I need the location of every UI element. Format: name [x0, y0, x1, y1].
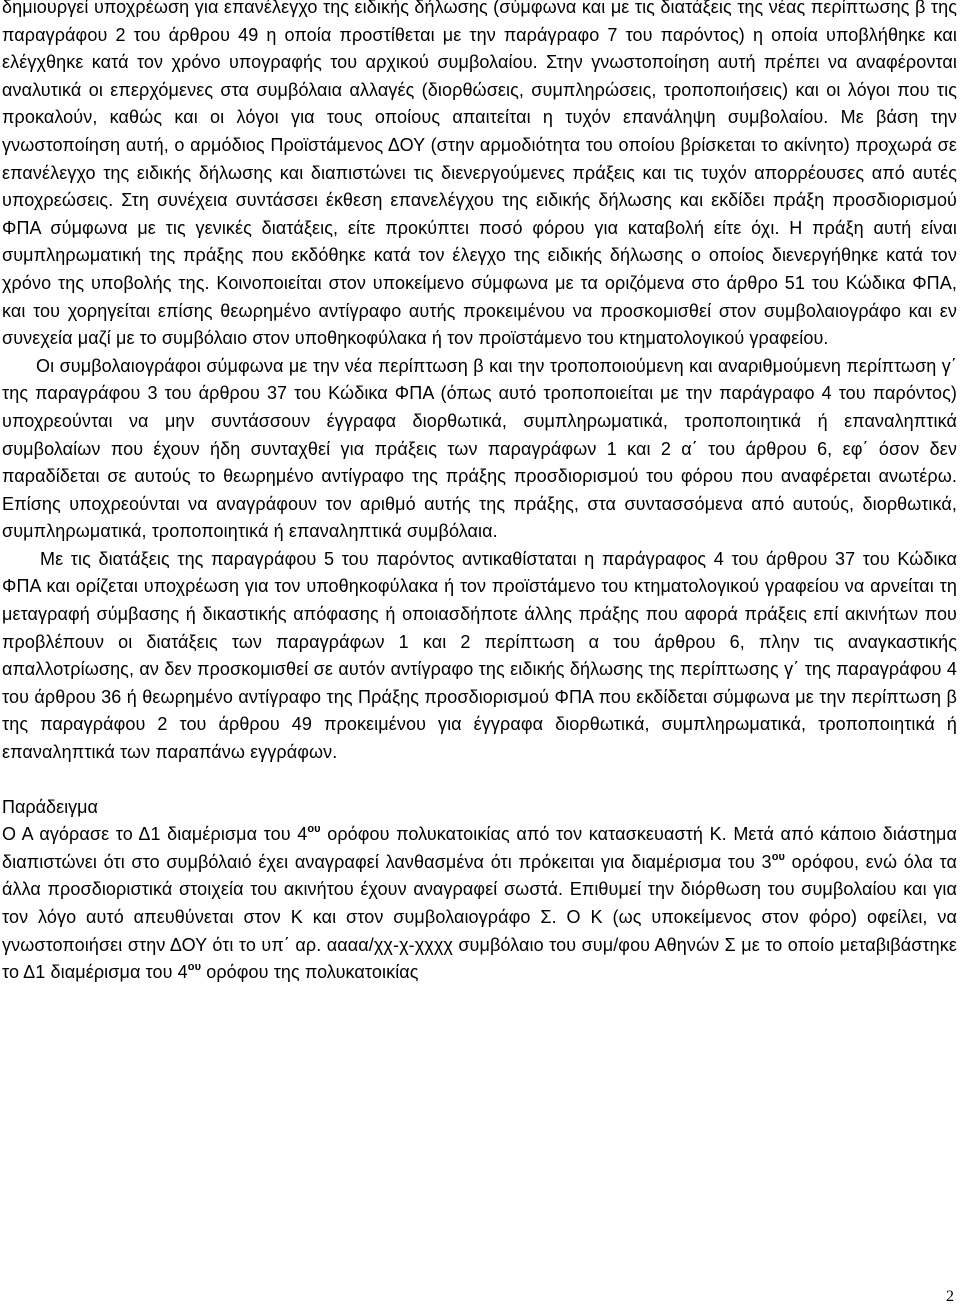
example-text-1: Ο Α αγόρασε το Δ1 διαμέρισμα του 4 [2, 824, 308, 845]
paragraph-notification: δημιουργεί υποχρέωση για επανέλεγχο της ειδικής δήλωσης (σύμφωνα και με τις διατάξεις της νέας περίπτωσης β της παραγράφου 2 του άρθρου 49 η οποία προστίθεται με την παράγραφο 7 του παρόντος) η οποία υποβλήθηκε και ελέγχθηκε κατά τον χρόνο υπογραφής του αρχικού συμβολαίου. Στην γνωστοποίηση αυτή πρέπει να αναφέρονται αναλυτικά οι επερχόμενες στα συμβόλαια αλλαγές (διορθώσεις, συμπληρώσεις, τροποποιήσεις) και οι λόγοι που τις προκαλούν, καθώς και οι λόγοι για τους οποίους απαιτείται η τυχόν επανάληψη συμβολαίου. Με βάση την γνωστοποίηση αυτή, ο αρμόδιος Προϊστάμενος ΔΟΥ (στην αρμοδιότητα του οποίου βρίσκεται το ακίνητο) προχωρά σε επανέλεγχο της ειδικής δήλωσης και διαπιστώνει τις διενεργούμενες πράξεις και τις τυχόν απορρέουσες από αυτές υποχρεώσεις. Στη συνέχεια συντάσσει έκθεση επανελέγχου της ειδικής δήλωσης και εκδίδει πράξη προσδιορισμού ΦΠΑ σύμφωνα με τις γενικές διατάξεις, είτε προκύπτει ποσό φόρου για καταβολή είτε όχι. Η πράξη αυτή είναι συμπληρωματική της πράξης που εκδόθηκε κατά τον έλεγχο της ειδικής δήλωσης ο οποίος διενεργήθηκε κατά τον χρόνο της υποβολής της. Κοινοποιείται στον υποκείμενο σύμφωνα με τα οριζόμενα στο άρθρο 51 του Κώδικα ΦΠΑ, και του χορηγείται επίσης θεωρημένο αντίγραφο αυτής προκειμένου να προσκομισθεί στον συμβολαιογράφο και εν συνεχεία μαζί με το συμβόλαιο στον υποθηκοφύλακα ή τον προϊστάμενο του κτηματολογικού γραφείου. [2, 0, 957, 349]
example-heading: Παράδειγμα [2, 796, 98, 817]
example-paragraph [2, 821, 957, 987]
example-text-3: ορόφου, ενώ όλα τα άλλα προσδιοριστικά στοιχεία του ακινήτου έχουν αναγραφεί σωστά. Επιθυμεί την διόρθωση του συμβολαίου και για τον λόγο αυτό απευθύνεται στον Κ και στον συμβολαιογράφο Σ. Ο Κ (ως υποκείμενος στον φόρο) οφείλει, να γνωστοποιήσει στην ΔΟΥ ότι το υπ΄ αρ. αααα/χχ-χ-χχχχ συμβόλαιο του συμ/φου Αθηνών Σ με το οποίο μεταβιβάστηκε το Δ1 διαμέρισμα του 4 [2, 851, 957, 983]
paragraph-registrar: Με τις διατάξεις της παραγράφου 5 του παρόντος αντικαθίσταται η παράγραφος 4 του άρθρου 37 του Κώδικα ΦΠΑ και ορίζεται υποχρέωση για τον υποθηκοφύλακα ή τον προϊστάμενο του κτηματολογικού γραφείου να αρνείται τη μεταγραφή σύμβασης ή δικαστικής απόφασης ή οποιασδήποτε άλλης πράξης που αφορά πράξεις επί ακινήτων που προβλέπουν οι διατάξεις των παραγράφων 1 και 2 περίπτωση α του άρθρου 6, πλην τις αναγκαστικής απαλλοτρίωσης, αν δεν προσκομισθεί σε αυτόν αντίγραφο της ειδικής δήλωσης της περίπτωσης γ΄ της παραγράφου 4 του άρθρου 36 ή θεωρημένο αντίγραφο της Πράξης προσδιορισμού ΦΠΑ που εκδίδεται σύμφωνα με την περίπτωση β της παραγράφου 2 του άρθρου 49 προκειμένου για έγγραφα διορθωτικά, συμπληρωματικά, τροποποιητικά ή επαναληπτικά των παραπάνω εγγράφων. [2, 548, 957, 763]
paragraph-notaries: Οι συμβολαιογράφοι σύμφωνα με την νέα περίπτωση β και την τροποποιούμενη και αναριθμούμενη περίπτωση γ΄ της παραγράφου 3 του άρθρου 37 του Κώδικα ΦΠΑ (όπως αυτό τροποποιείται με την παράγραφο 4 του παρόντος) υποχρεούνται να μην συντάσσουν έγγραφα διορθωτικά, συμπληρωματικά, τροποποιητικά ή επαναληπτικά συμβολαίων που έχουν ήδη συνταχθεί για πράξεις των παραγράφων 1 και 2 α΄ του άρθρου 6, εφ΄ όσον δεν παραδίδεται σε αυτούς το θεωρημένο αντίγραφο της πράξης προσδιορισμού του φόρου που αναφέρεται ανωτέρω. Επίσης υποχρεούνται να αναγράφουν τον αριθμό αυτής της πράξης, στα συντασσόμενα από αυτούς, διορθωτικά, συμπληρωματικά, τροποποιητικά ή επαναληπτικά συμβόλαια. [2, 355, 957, 542]
document-page [2, 0, 957, 987]
ordinal-superscript: ου [771, 850, 786, 863]
ordinal-superscript: ου [187, 961, 202, 974]
example-text-2: ορόφου πολυκατοικίας από τον κατασκευαστή Κ. Μετά από κάποιο διάστημα διαπιστώνει ότι στο συμβόλαιό έχει αναγραφεί λανθασμένα ότι πρόκειται για διαμέρισμα του 3 [2, 824, 957, 872]
ordinal-superscript: ου [307, 823, 321, 836]
example-text-4: ορόφου της πολυκατοικίας [201, 962, 419, 983]
page-number: 2 [946, 1288, 954, 1305]
